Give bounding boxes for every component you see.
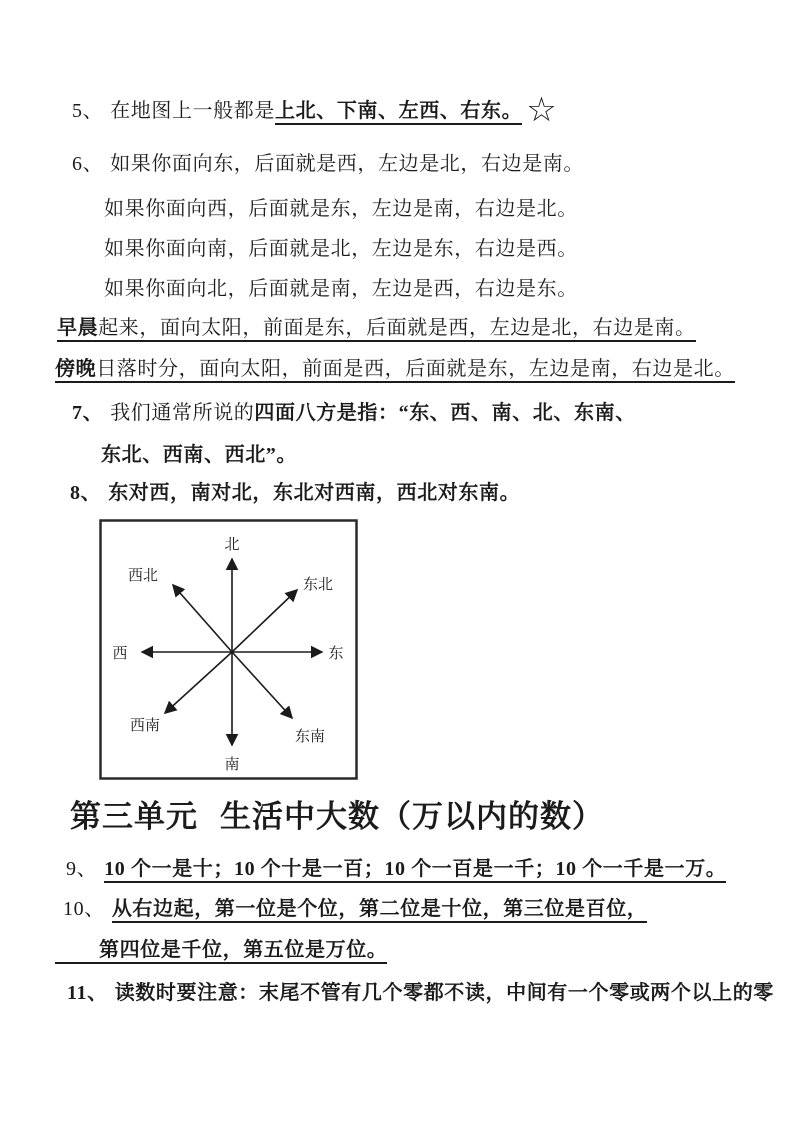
list-item-6 xyxy=(72,150,584,178)
item-text: 在地图上一般都是 xyxy=(110,100,276,122)
item-emphasis: 东对西，南对北，东北对西南，西北对东南。 xyxy=(108,482,521,504)
section-heading-title: 生活中大数（万以内的数） xyxy=(220,799,604,834)
list-item-7-sub xyxy=(101,441,297,469)
item-emphasis: 从右边起，第一位是个位，第二位是十位，第三位是百位， xyxy=(112,898,648,923)
compass-label-south: 南 xyxy=(224,757,240,773)
list-item-5 xyxy=(72,90,558,131)
compass-label-north: 北 xyxy=(224,537,240,553)
list-item-9 xyxy=(66,855,726,883)
arrow-southwest xyxy=(165,652,232,713)
item-text: 如果你面向西，后面就是东，左边是南，右边是北。 xyxy=(104,198,578,220)
morning-note xyxy=(57,314,696,342)
item-number: 6、 xyxy=(72,153,104,175)
item-number: 10、 xyxy=(63,898,105,920)
item-number: 11、 xyxy=(67,982,108,1004)
compass-label-southwest: 西南 xyxy=(129,718,161,734)
item-number: 5、 xyxy=(72,100,104,122)
item-text: 如果你面向北，后面就是南，左边是西，右边是东。 xyxy=(104,278,578,300)
note-text: 日落时分，面向太阳，前面是西，后面就是东，左边是南，右边是北。 xyxy=(96,358,735,380)
item-text: 我们通常所说的 xyxy=(110,402,255,424)
item-text: 如果你面向东，后面就是西，左边是北，右边是南。 xyxy=(110,153,585,175)
item-emphasis: 上北、下南、左西、右东。 xyxy=(275,100,522,125)
list-item-7 xyxy=(72,399,636,427)
item-text: 读数时要注意：末尾不管有几个零都不读，中间有一个零或两个以上的零 xyxy=(114,982,774,1004)
item-emphasis: 东北、西南、西北”。 xyxy=(101,444,297,466)
evening-note xyxy=(55,355,735,383)
section-heading-unit: 第三单元 xyxy=(70,799,198,834)
arrow-northeast xyxy=(232,590,297,652)
item-emphasis: 四面八方是指：“东、西、南、北、东南、 xyxy=(254,402,636,424)
compass-label-northeast: 东北 xyxy=(302,577,334,593)
section-heading xyxy=(70,797,604,837)
item-number: 7、 xyxy=(72,402,104,424)
note-text: 起来，面向太阳，前面是东，后面就是西，左边是北，右边是南。 xyxy=(98,317,696,339)
note-keyword: 早晨 xyxy=(57,317,99,339)
compass-arrows xyxy=(142,559,322,745)
list-item-11 xyxy=(67,979,774,1007)
item-text: 如果你面向南，后面就是北，左边是东，右边是西。 xyxy=(104,238,578,260)
item-number: 8、 xyxy=(70,482,102,504)
note-keyword: 傍晚 xyxy=(55,358,97,380)
item-number: 9、 xyxy=(66,858,98,880)
list-item-8 xyxy=(70,479,520,507)
compass-label-southeast: 东南 xyxy=(294,729,326,745)
arrow-southeast xyxy=(232,652,292,718)
list-item-10-sub xyxy=(55,936,387,964)
list-item-6-sub3 xyxy=(104,275,578,303)
list-item-6-sub1 xyxy=(104,195,578,223)
direction-diagram xyxy=(99,519,358,780)
compass-label-west: 西 xyxy=(112,646,128,662)
list-item-10 xyxy=(63,895,647,923)
item-emphasis: 第四位是千位，第五位是万位。 xyxy=(99,939,388,961)
item-emphasis: 10 个一是十；10 个十是一百；10 个一百是一千；10 个一千是一万。 xyxy=(104,858,726,883)
compass-label-east: 东 xyxy=(328,646,344,662)
arrow-northwest xyxy=(173,585,232,652)
list-item-6-sub2 xyxy=(104,235,578,263)
compass-label-northwest: 西北 xyxy=(127,568,159,584)
star-icon: ☆ xyxy=(526,90,558,131)
